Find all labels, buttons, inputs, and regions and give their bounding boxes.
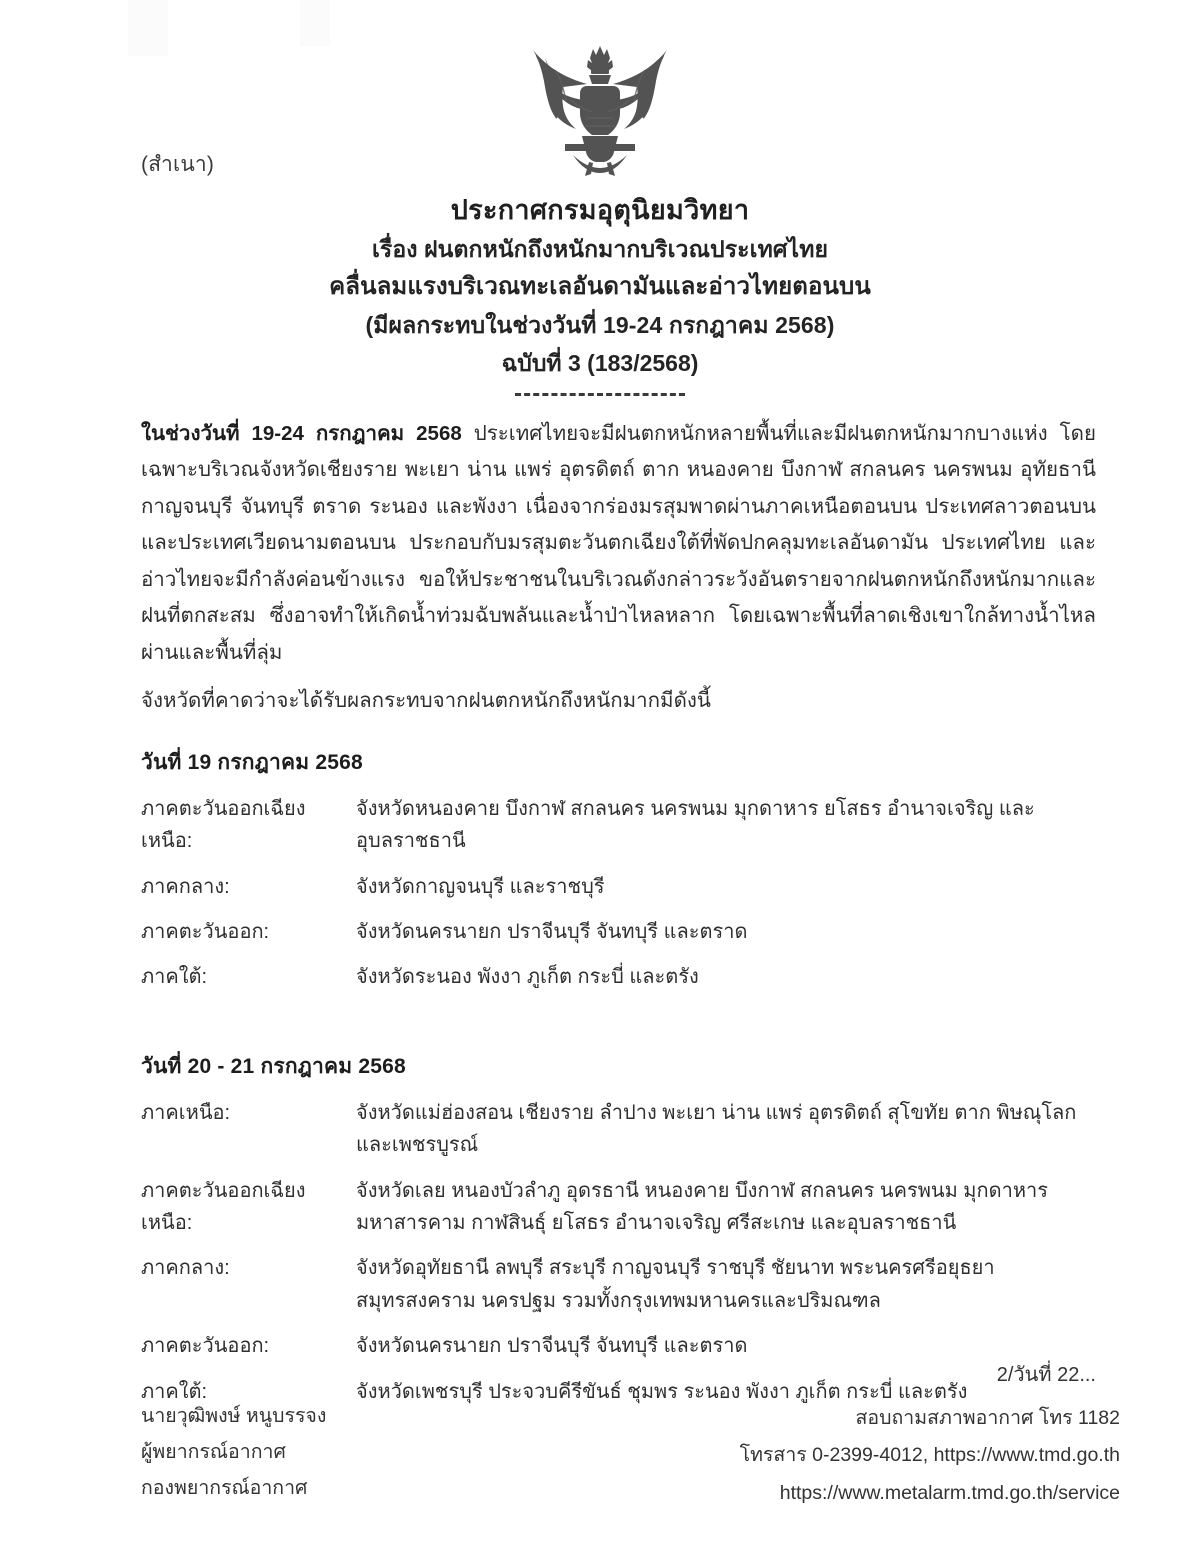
region-label: ภาคเหนือ:	[141, 1101, 231, 1124]
intro-paragraph	[141, 416, 1096, 671]
page-continuation-marker: 2/วันที่ 22...	[996, 1364, 1096, 1386]
affected-provinces-note: จังหวัดที่คาดว่าจะได้รับผลกระทบจากฝนตกหนักถึงหนักมากมีดังนี้	[141, 689, 711, 713]
region-label: ภาคใต้:	[141, 1380, 208, 1403]
region-provinces: จังหวัดระนอง พังงา ภูเก็ต กระบี่ และตรัง	[356, 966, 699, 989]
contact-phone: สอบถามสภาพอากาศ โทร 1182	[855, 1407, 1120, 1429]
day-heading: วันที่ 20 - 21 กรกฎาคม 2568	[141, 1054, 406, 1078]
region-row	[141, 1097, 1096, 1162]
contact-service-url[interactable]: https://www.metalarm.tmd.go.th/service	[779, 1481, 1120, 1504]
intro-lead: ในช่วงวันที่ 19-24 กรกฎาคม 2568	[141, 422, 462, 445]
region-label: ภาคกลาง:	[141, 875, 230, 898]
region-provinces: จังหวัดกาญจนบุรี และราชบุรี	[356, 875, 605, 898]
signer-name: นายวุฒิพงษ์ หนูบรรจง	[141, 1405, 327, 1427]
region-label: ภาคกลาง:	[141, 1257, 230, 1280]
region-label: ภาคใต้:	[141, 966, 208, 989]
page-title: ประกาศกรมอุตุนิยมวิทยา	[450, 195, 750, 225]
region-label: ภาคตะวันออก:	[141, 921, 270, 944]
signer-title: ผู้พยากรณ์อากาศ	[141, 1441, 286, 1464]
region-row	[141, 1175, 1096, 1240]
region-provinces: จังหวัดนครนายก ปราจีนบุรี จันทบุรี และตราด	[356, 921, 748, 944]
region-row	[141, 1252, 1096, 1317]
title-effective-period: (มีผลกระทบในช่วงวันที่ 19-24 กรกฎาคม 2568)	[365, 311, 835, 338]
title-subject: เรื่อง ฝนตกหนักถึงหนักมากบริเวณประเทศไทย	[371, 235, 829, 262]
region-row	[141, 793, 1096, 858]
emblem-container	[0, 40, 1200, 193]
region-row	[141, 1330, 1096, 1362]
document-body	[141, 416, 1096, 1421]
contact-fax-website: โทรสาร 0-2399-4012, https://www.tmd.go.th	[739, 1444, 1120, 1467]
title-sea-conditions: คลื่นลมแรงบริเวณทะเลอันดามันและอ่าวไทยตอนบน	[329, 272, 871, 300]
title-edition: ฉบับที่ 3 (183/2568)	[501, 349, 699, 376]
region-row	[141, 871, 1096, 903]
day-section-20-21	[141, 1050, 1096, 1408]
title-block	[0, 190, 1200, 396]
region-provinces: จังหวัดแม่ฮ่องสอน เชียงราย ลำปาง พะเยา น่าน แพร่ อุตรดิตถ์ สุโขทัย ตาก พิษณุโลก และเพชรบูรณ์	[356, 1101, 1077, 1157]
region-label: ภาคตะวันออกเฉียงเหนือ:	[141, 1179, 306, 1234]
region-row	[141, 916, 1096, 948]
day-heading: วันที่ 19 กรกฎาคม 2568	[141, 750, 363, 774]
signature-block	[141, 1398, 326, 1506]
region-label: ภาคตะวันออกเฉียงเหนือ:	[141, 797, 306, 853]
contact-block	[740, 1400, 1120, 1512]
intro-rest: ประเทศไทยจะมีฝนตกหนักหลายพื้นที่และมีฝนตกหนักมากบางแห่ง โดยเฉพาะบริเวณจังหวัดเชียงราย พะเยา น่าน แพร่ อุตรดิตถ์ ตาก หนองคาย บึงกาฬ สกลนคร นครพนม อุทัยธานี กาญจนบุรี จันทบุรี ตราด ระนอง และพังงา เนื่องจากร่องมรสุมพาดผ่านภาคเหนือตอนบน ประเทศลาวตอนบน และประเทศเวียดนามตอนบน ประกอบกับมรสุมตะวันตกเฉียงใต้ที่พัดปกคลุมทะเลอันดามัน ประเทศไทย และอ่าวไทยจะมีกำลังค่อนข้างแรง ขอให้ประชาชนในบริเวณดังกล่าวระวังอันตรายจากฝนตกหนักถึงหนักมากและฝนที่ตกสะสม ซึ่งอาจทำให้เกิดน้ำท่วมฉับพลันและน้ำป่าไหลหลาก โดยเฉพาะพื้นที่ลาดเชิงเขาใกล้ทางน้ำไหลผ่านและพื้นที่ลุ่ม	[141, 422, 1096, 664]
region-row	[141, 961, 1096, 993]
region-label: ภาคตะวันออก:	[141, 1335, 270, 1358]
region-provinces: จังหวัดหนองคาย บึงกาฬ สกลนคร นครพนม มุกดาหาร ยโสธร อำนาจเจริญ และอุบลราชธานี	[356, 797, 1035, 853]
garuda-emblem	[525, 40, 675, 188]
region-provinces: จังหวัดเลย หนองบัวลำภู อุดรธานี หนองคาย บึงกาฬ สกลนคร นครพนม มุกดาหาร มหาสารคาม กาฬสินธุ์ ยโสธร อำนาจเจริญ ศรีสะเกษ และอุบลราชธานี	[356, 1179, 1048, 1234]
title-divider	[515, 393, 685, 396]
region-provinces: จังหวัดนครนายก ปราจีนบุรี จันทบุรี และตราด	[356, 1335, 748, 1358]
day-section-19	[141, 746, 1096, 994]
region-provinces: จังหวัดอุทัยธานี ลพบุรี สระบุรี กาญจนบุรี ราชบุรี ชัยนาท พระนครศรีอยุธยา สมุทรสงคราม นครปฐม รวมทั้งกรุงเทพมหานครและปริมณฑล	[356, 1257, 995, 1312]
region-provinces: จังหวัดเพชรบุรี ประจวบคีรีขันธ์ ชุมพร ระนอง พังงา ภูเก็ต กระบี่ และตรัง	[356, 1380, 968, 1403]
copy-marker: (สำเนา)	[141, 153, 215, 176]
signer-division: กองพยากรณ์อากาศ	[141, 1477, 308, 1500]
